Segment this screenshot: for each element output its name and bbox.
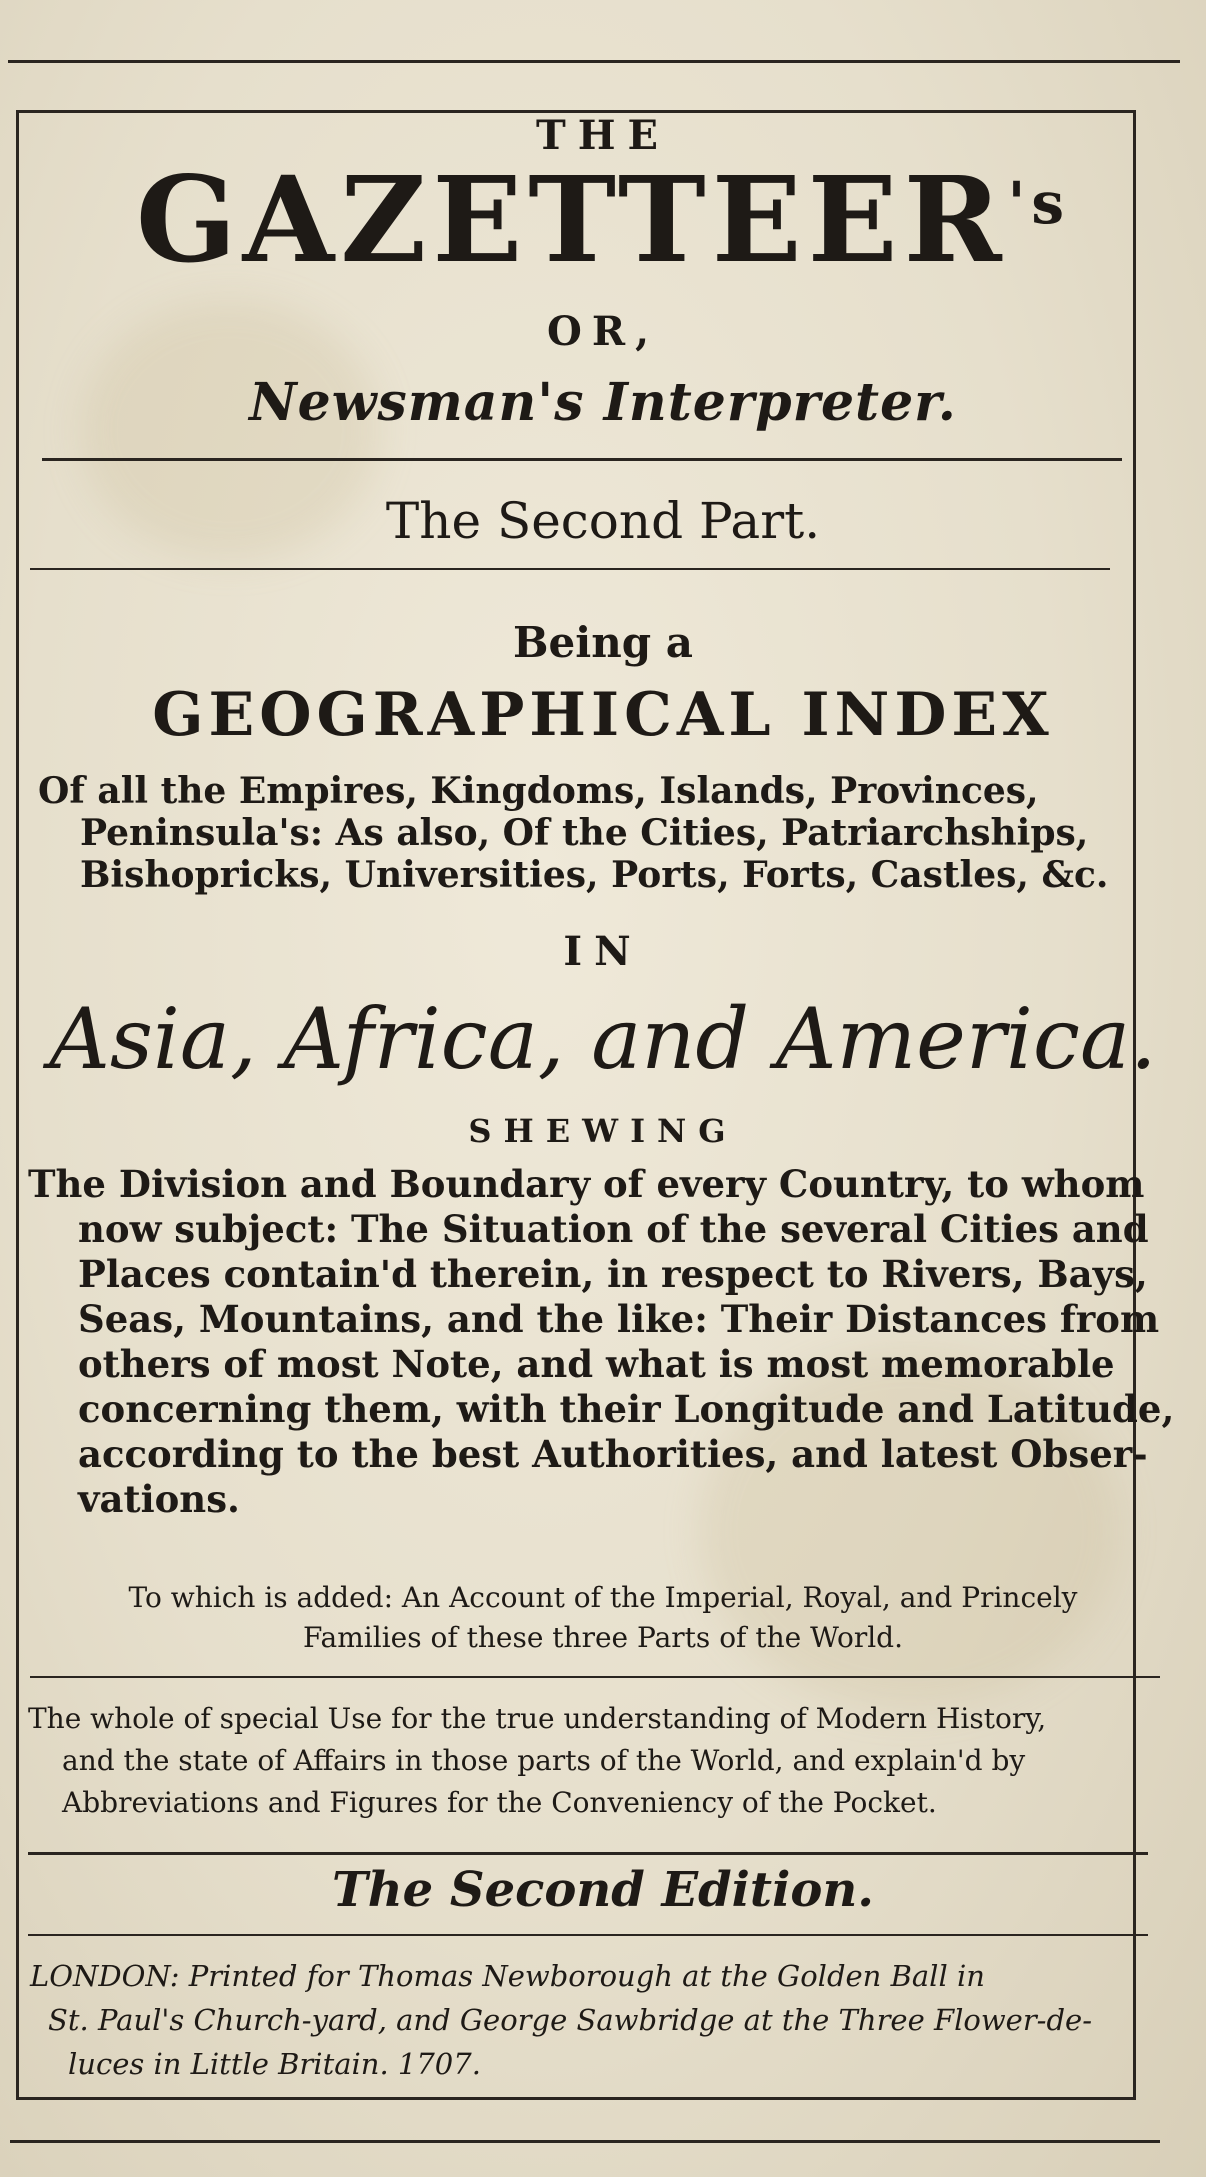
bottom-frame-rule [10, 2140, 1160, 2143]
second-part: The Second Part. [385, 492, 821, 550]
edition: The Second Edition. [332, 1862, 874, 1918]
of-all-line: Peninsula's: As also, Of the Cities, Patriarchships, [80, 812, 1089, 854]
division-line: Seas, Mountains, and the like: Their Distances from [78, 1297, 1160, 1341]
imprint-line: St. Paul's Church-yard, and George Sawbridge at the Three Flower-de- [48, 2003, 1092, 2037]
geographical-index: GEOGRAPHICAL INDEX [152, 680, 1054, 750]
continents: Asia, Africa, and America. [49, 990, 1157, 1088]
of-all-line: Bishopricks, Universities, Ports, Forts, Castles, &c. [80, 854, 1109, 896]
title-gazetteer-suffix: 's [1007, 169, 1071, 237]
added-paragraph [0, 1578, 1206, 1658]
division-paragraph [28, 1162, 1174, 1522]
division-line: according to the best Authorities, and latest Obser- [78, 1432, 1148, 1476]
whole-paragraph [28, 1698, 1046, 1824]
newsmans-interpreter: Newsman's Interpreter. [249, 372, 957, 433]
rule [30, 568, 1110, 570]
whole-line: Abbreviations and Figures for the Conveniency of the Pocket. [62, 1786, 937, 1819]
of-all-line: Of all the Empires, Kingdoms, Islands, Provinces, [38, 770, 1039, 812]
title-the: THE [535, 112, 671, 159]
imprint-line: luces in Little Britain. 1707. [68, 2047, 481, 2081]
division-line: others of most Note, and what is most memorable [78, 1342, 1115, 1386]
whole-line: The whole of special Use for the true understanding of Modern History, [28, 1702, 1047, 1735]
division-line: concerning them, with their Longitude and Latitude, [78, 1387, 1175, 1431]
being-a: Being a [513, 618, 693, 667]
rule [28, 1852, 1148, 1855]
shewing: SHEWING [468, 1112, 738, 1150]
title-in: IN [563, 928, 643, 975]
division-line: The Division and Boundary of every Country, to whom [28, 1162, 1145, 1206]
division-line: now subject: The Situation of the several Cities and [78, 1207, 1149, 1251]
imprint-line: LONDON: Printed for Thomas Newborough at the Golden Ball in [30, 1959, 985, 1993]
of-all-paragraph [38, 770, 1108, 896]
title-gazetteer-main: GAZETTEER [135, 150, 1008, 289]
rule [42, 458, 1122, 461]
division-line: Places contain'd therein, in respect to Rivers, Bays, [78, 1252, 1148, 1296]
added-line: To which is added: An Account of the Imperial, Royal, and Princely [128, 1581, 1078, 1614]
added-line: Families of these three Parts of the World. [303, 1621, 903, 1654]
imprint-paragraph [30, 1954, 1092, 2086]
division-line: vations. [78, 1477, 240, 1521]
title-gazetteer [0, 150, 1206, 289]
rule [30, 1676, 1160, 1678]
whole-line: and the state of Affairs in those parts of the World, and explain'd by [62, 1744, 1026, 1777]
title-or: OR, [546, 308, 659, 355]
rule [28, 1934, 1148, 1936]
